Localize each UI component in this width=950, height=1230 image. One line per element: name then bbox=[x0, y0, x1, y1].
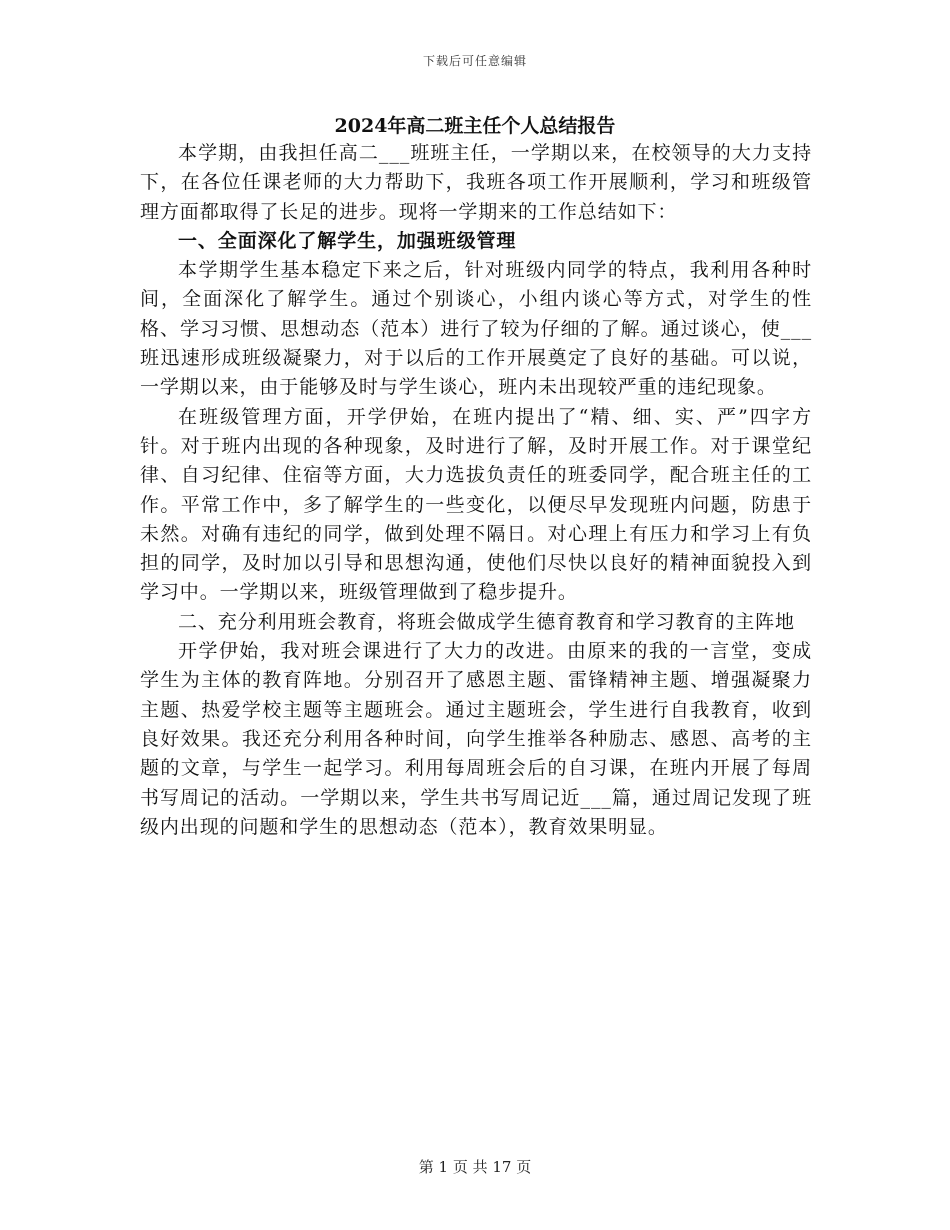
intro-paragraph: 本学期，由我担任高二___班班主任，一学期以来，在校领导的大力支持下，在各位任课老师的大力帮助下，我班各项工作开展顺利，学习和班级管理方面都取得了长足的进步。现将一学期来的工作总结如下： bbox=[140, 142, 812, 223]
body-paragraph: 本学期学生基本稳定下来之后，针对班级内同学的特点，我利用各种时间，全面深化了解学生。通过个别谈心，小组内谈心等方式，对学生的性格、学习习惯、思想动态（范本）进行了较为仔细的了解。通过谈心，使___班迅速形成班级凝聚力，对于以后的工作开展奠定了良好的基础。可以说，一学期以来，由于能够及时与学生谈心，班内未出现较严重的违纪现象。 bbox=[140, 259, 812, 399]
header-note: 下载后可任意编辑 bbox=[422, 54, 527, 68]
page-number: 第 1 页 共 17 页 bbox=[418, 1158, 532, 1176]
section-heading-1: 一、全面深化了解学生，加强班级管理 bbox=[178, 229, 517, 252]
body-paragraph: 开学伊始，我对班会课进行了大力的改进。由原来的我的一言堂，变成学生为主体的教育阵地。分别召开了感恩主题、雷锋精神主题、增强凝聚力主题、热爱学校主题等主题班会。通过主题班会，学生进行自我教育，收到良好效果。我还充分利用各种时间，向学生推举各种励志、感恩、高考的主题的文章，与学生一起学习。利用每周班会后的自习课，在班内开展了每周书写周记的活动。一学期以来，学生共书写周记近___篇，通过周记发现了班级内出现的问题和学生的思想动态（范本），教育效果明显。 bbox=[140, 640, 812, 838]
document-body bbox=[140, 139, 812, 842]
section-heading-2: 二、充分利用班会教育，将班会做成学生德育教育和学习教育的主阵地 bbox=[178, 610, 795, 633]
document-title: 2024年高二班主任个人总结报告 bbox=[334, 115, 616, 137]
body-paragraph: 在班级管理方面，开学伊始，在班内提出了“精、细、实、严”四字方针。对于班内出现的各种现象，及时进行了解，及时开展工作。对于课堂纪律、自习纪律、住宿等方面，大力选拔负责任的班委同学，配合班主任的工作。平常工作中，多了解学生的一些变化，以便尽早发现班内问题，防患于未然。对确有违纪的同学，做到处理不隔日。对心理上有压力和学习上有负担的同学，及时加以引导和思想沟通，使他们尽快以良好的精神面貌投入到学习中。一学期以来，班级管理做到了稳步提升。 bbox=[140, 405, 812, 604]
